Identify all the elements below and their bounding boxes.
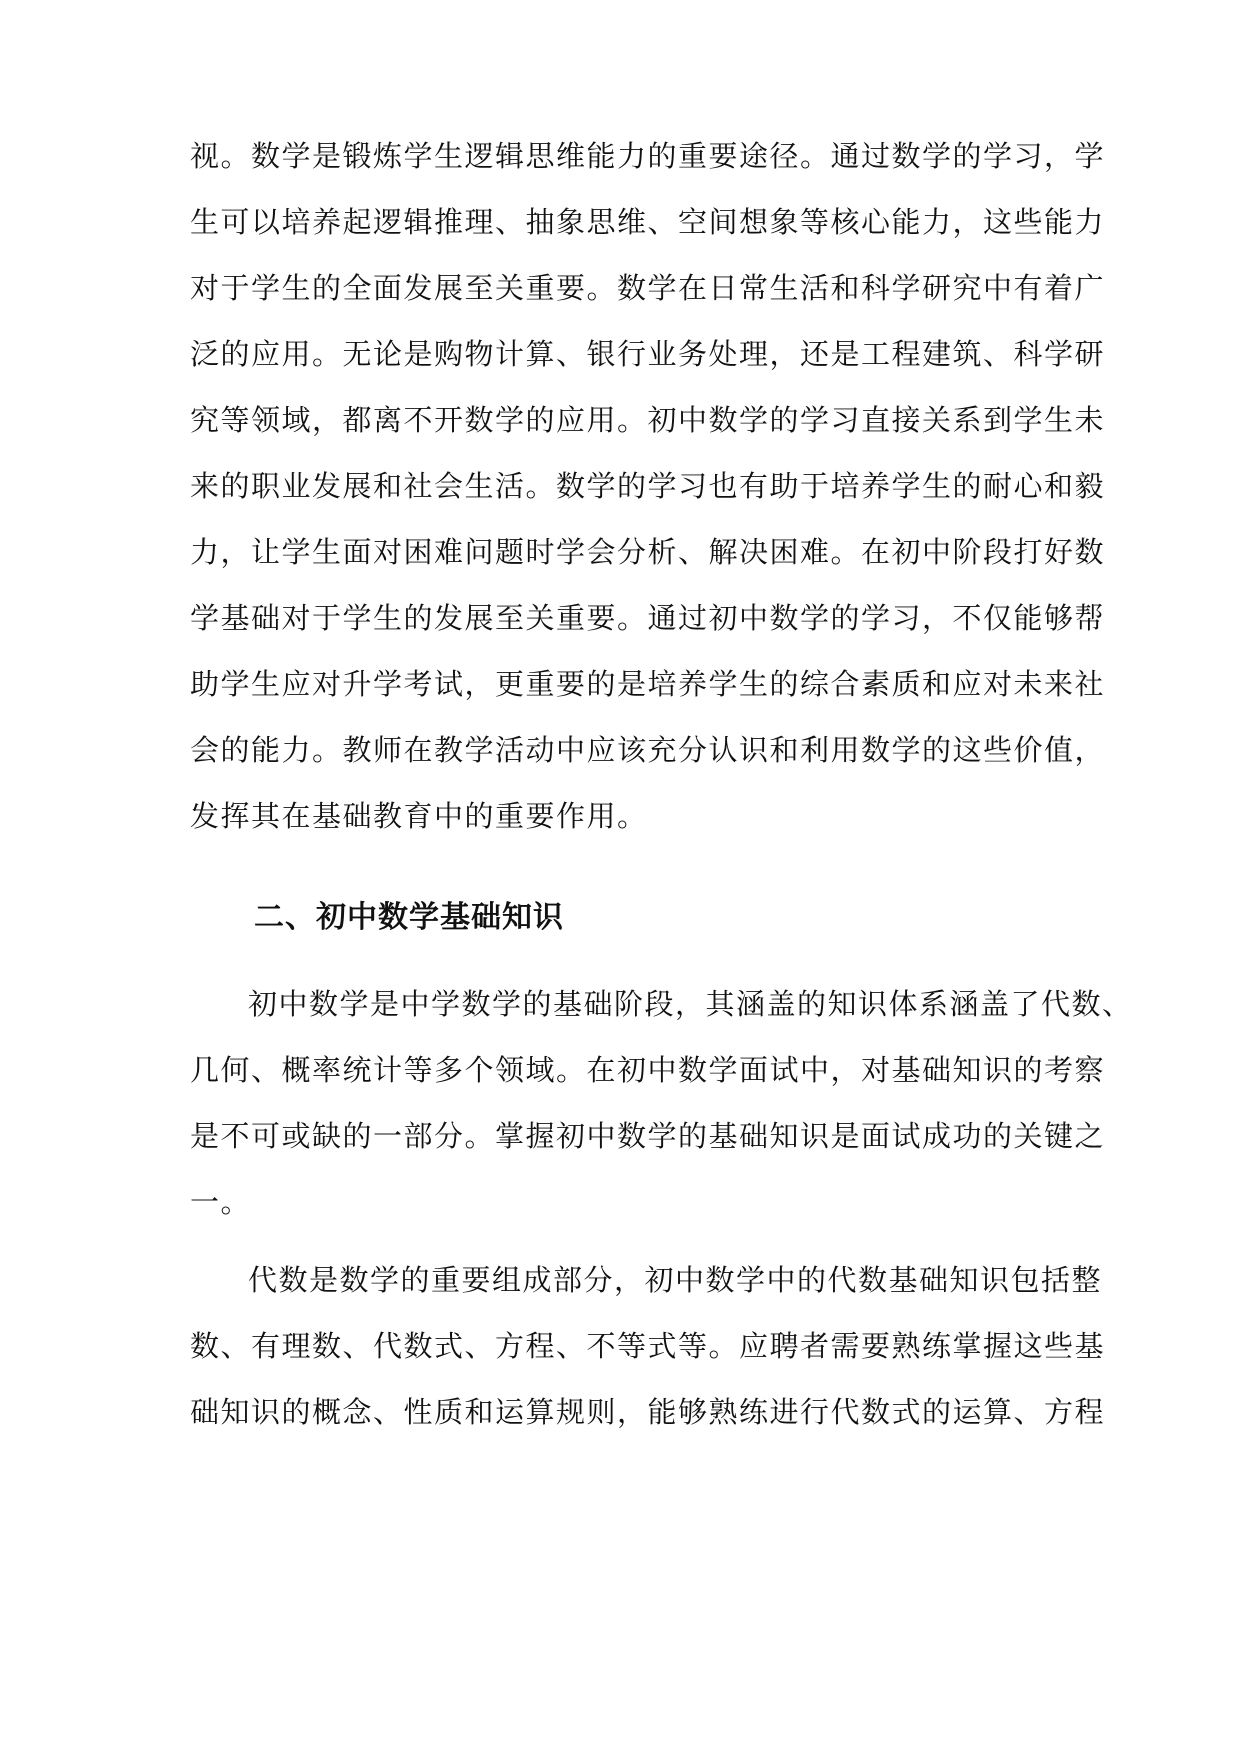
paragraph-line: 会的能力。教师在教学活动中应该充分认识和利用数学的这些价值， — [190, 733, 1106, 767]
paragraph-line: 生可以培养起逻辑推理、抽象思维、空间想象等核心能力，这些能力 — [190, 205, 1106, 239]
paragraph-line: 几何、概率统计等多个领域。在初中数学面试中，对基础知识的考察 — [190, 1053, 1106, 1087]
paragraph-line: 来的职业发展和社会生活。数学的学习也有助于培养学生的耐心和毅 — [190, 469, 1106, 503]
paragraph-line: 究等领域，都离不开数学的应用。初中数学的学习直接关系到学生未 — [190, 403, 1106, 437]
paragraph-line: 础知识的概念、性质和运算规则，能够熟练进行代数式的运算、方程 — [190, 1395, 1106, 1429]
paragraph-line: 一。 — [190, 1185, 252, 1219]
paragraph-line: 泛的应用。无论是购物计算、银行业务处理，还是工程建筑、科学研 — [190, 337, 1106, 371]
paragraph-line: 初中数学是中学数学的基础阶段，其涵盖的知识体系涵盖了代数、 — [248, 987, 1133, 1021]
paragraph-line: 发挥其在基础教育中的重要作用。 — [190, 799, 648, 833]
paragraph-line: 力，让学生面对困难问题时学会分析、解决困难。在初中阶段打好数 — [190, 535, 1106, 569]
paragraph-line: 代数是数学的重要组成部分，初中数学中的代数基础知识包括整 — [248, 1263, 1103, 1297]
paragraph-line: 数、有理数、代数式、方程、不等式等。应聘者需要熟练掌握这些基 — [190, 1329, 1106, 1363]
section-heading: 二、初中数学基础知识 — [254, 900, 564, 935]
paragraph-line: 学基础对于学生的发展至关重要。通过初中数学的学习，不仅能够帮 — [190, 601, 1106, 635]
paragraph-line: 助学生应对升学考试，更重要的是培养学生的综合素质和应对未来社 — [190, 667, 1106, 701]
paragraph-line: 是不可或缺的一部分。掌握初中数学的基础知识是面试成功的关键之 — [190, 1119, 1106, 1153]
paragraph-line: 视。数学是锻炼学生逻辑思维能力的重要途径。通过数学的学习，学 — [190, 139, 1106, 173]
paragraph-line: 对于学生的全面发展至关重要。数学在日常生活和科学研究中有着广 — [190, 271, 1106, 305]
